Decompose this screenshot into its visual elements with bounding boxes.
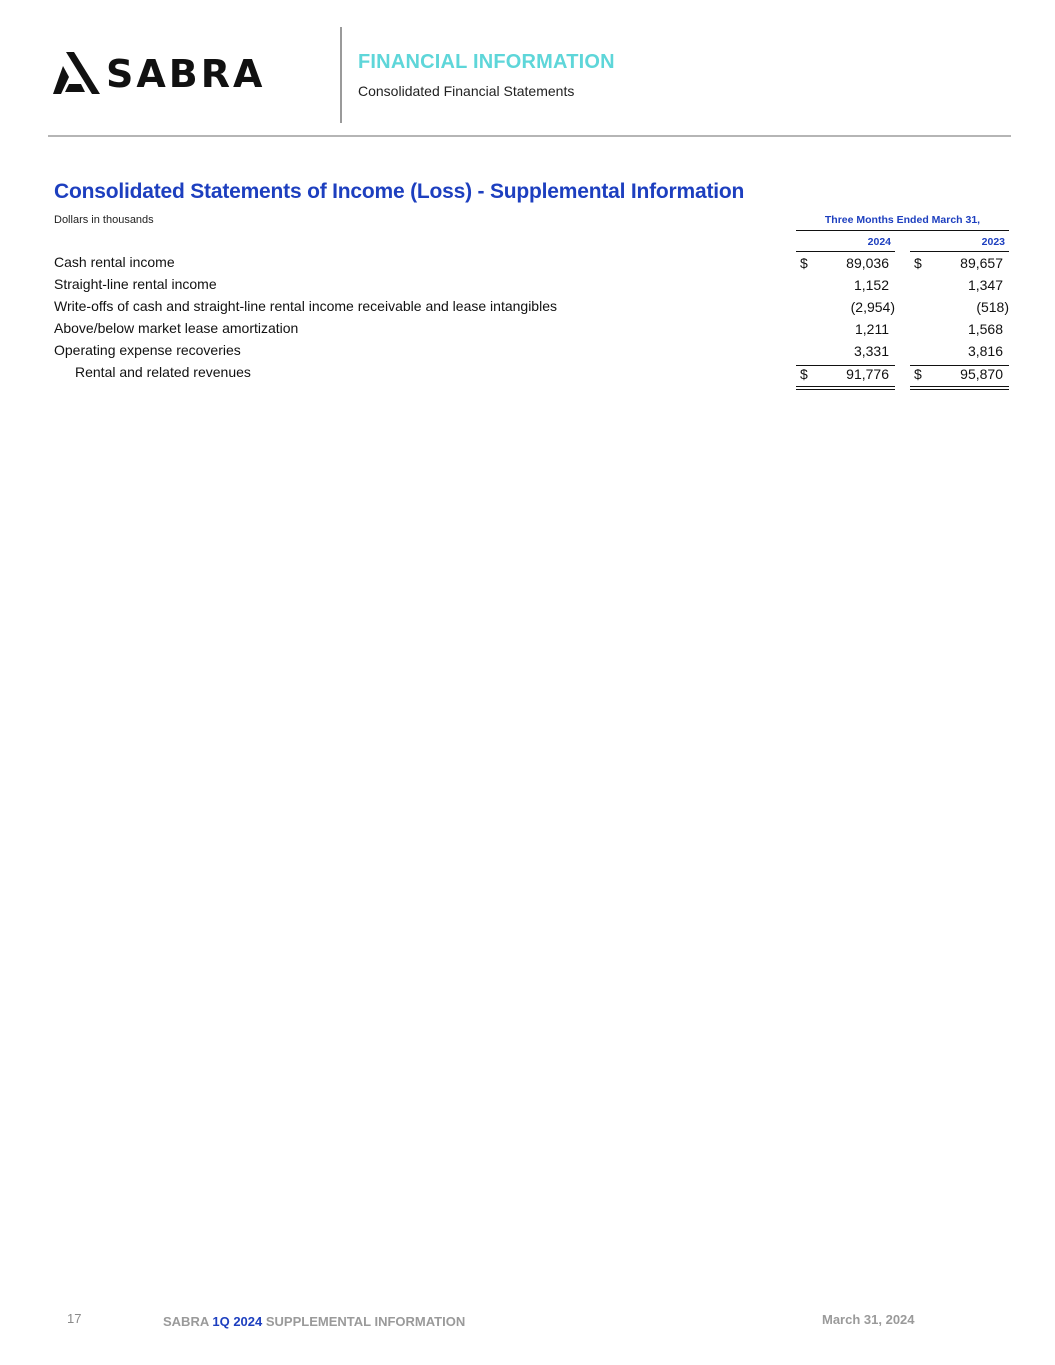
value-2023: [910, 277, 1009, 297]
amount: 91,776: [846, 366, 889, 382]
section-subtitle: Consolidated Financial Statements: [358, 83, 575, 99]
units-note: Dollars in thousands: [54, 214, 154, 226]
value-2024: [796, 321, 895, 341]
row-label: Cash rental income: [54, 254, 175, 270]
footer-doc-type: SUPPLEMENTAL INFORMATION: [265, 1314, 466, 1329]
brand-wordmark: SABRA: [106, 52, 266, 96]
page-number: 17: [67, 1311, 82, 1326]
total-row: [0, 364, 1055, 386]
page-header: [0, 0, 1055, 140]
table-row: [0, 342, 1055, 364]
sabra-logo-mark-icon: [52, 50, 102, 98]
period-header: Three Months Ended March 31,: [796, 214, 1009, 231]
value-2023: [910, 321, 1009, 341]
value-2024: [796, 255, 895, 275]
amount: 89,657: [960, 255, 1003, 271]
currency-symbol: $: [914, 366, 922, 382]
footer-date: March 31, 2024: [822, 1312, 915, 1327]
currency-symbol: $: [800, 366, 808, 382]
value-2024: [796, 343, 895, 363]
table-row: [0, 276, 1055, 298]
amount: 89,036: [846, 255, 889, 271]
value-2023: [910, 299, 1009, 319]
row-label: Above/below market lease amortization: [54, 320, 299, 336]
value-2023: [910, 365, 1009, 390]
amount: 1,211: [855, 321, 889, 337]
footer-brand: SABRA: [163, 1314, 209, 1329]
amount: 1,347: [967, 277, 1003, 293]
footer-title: [163, 1314, 465, 1329]
amount: 1,568: [967, 321, 1003, 337]
year-header-2023: [910, 236, 1009, 252]
value-2024: [796, 299, 895, 319]
header-rule: [48, 135, 1011, 137]
amount: (518): [976, 299, 1009, 315]
amount: 3,816: [967, 343, 1003, 359]
currency-symbol: $: [800, 255, 808, 271]
header-divider: [340, 27, 342, 123]
section-title: FINANCIAL INFORMATION: [358, 51, 615, 73]
statement-title: Consolidated Statements of Income (Loss) - Supplemental Information: [54, 180, 745, 203]
currency-symbol: $: [914, 255, 922, 271]
amount: 1,152: [853, 277, 889, 293]
row-label: Rental and related revenues: [75, 364, 251, 380]
year-label: 2024: [867, 236, 891, 248]
row-label: Straight-line rental income: [54, 276, 217, 292]
row-label: Operating expense recoveries: [54, 342, 241, 358]
amount: 3,331: [853, 343, 889, 359]
table-row: [0, 254, 1055, 276]
value-2024: [796, 277, 895, 297]
footer-period: 1Q 2024: [212, 1314, 263, 1329]
amount: 95,870: [960, 366, 1003, 382]
amount: (2,954): [850, 299, 895, 315]
table-row: [0, 298, 1055, 320]
year-header-2024: [796, 236, 895, 252]
value-2023: [910, 343, 1009, 363]
brand-logo: [52, 50, 297, 100]
table-row: [0, 320, 1055, 342]
year-label: 2023: [981, 236, 1005, 248]
value-2024: [796, 365, 895, 390]
row-label: Write-offs of cash and straight-line rental income receivable and lease intangibles: [54, 298, 557, 314]
value-2023: [910, 255, 1009, 275]
